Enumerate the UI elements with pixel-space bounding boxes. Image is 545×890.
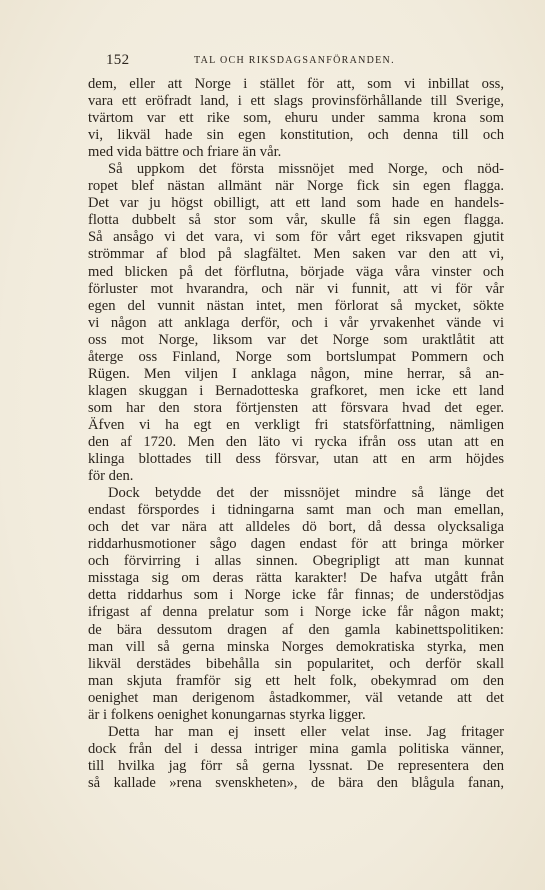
text-line: Detta har man ej insett eller velat inse. Jag fritager [108, 723, 504, 740]
text-line: endast förspordes i tidningarna samt man och man emellan, [88, 502, 504, 519]
text-line: vi någon att anklaga derför, och i vår yrvakenhet vände vi [88, 314, 504, 331]
text-line: förluster mot hvarandra, och när vi funnit, att vi för vår [88, 280, 504, 297]
text-line: man skjuta framför sig ett helt folk, obekymrad om den [88, 672, 504, 689]
page-header [106, 52, 504, 72]
text-line: Dock betydde det der missnöjet mindre så länge det [108, 485, 504, 502]
page-number: 152 [106, 52, 130, 68]
body-text [88, 76, 504, 792]
text-line: de bära dessutom dragen af den gamla kabinettspolitiken: [88, 621, 504, 638]
text-line: ifrigast af denna prelatur som i Norge icke får någon makt; [88, 604, 504, 621]
text-line: med blicken på det förflutna, började väga våra vinster och [88, 263, 504, 280]
text-line: vi, likväl hade sin egen konstitution, och denna till och [88, 127, 504, 144]
text-line: Äfven vi ha egt en verkligt fri statsförfattning, nämligen [88, 416, 504, 433]
text-line: tvärtom var ett rike som, ehuru under samma krona som [88, 110, 504, 127]
text-line: klagen skuggan i Bernadotteska grafkoret, men icke ett land [88, 382, 504, 399]
text-line: strömmar af blod på slagfältet. Men saken var den att vi, [88, 246, 504, 263]
text-line: oss mot Norge, liksom var det Norge som uraktlåtit att [88, 331, 504, 348]
text-line: och förvirring i allas sinnen. Obegripligt att man kunnat [88, 553, 504, 570]
text-line: Så uppkom det första missnöjet med Norge, och nöd- [108, 161, 504, 178]
text-line: återge oss Finland, Norge som bortslumpat Pommern och [88, 348, 504, 365]
text-line: dem, eller att Norge i stället för att, som vi inbillat oss, [88, 76, 504, 92]
text-line: Så ansågo vi det vara, vi som för vårt eget riksvapen gjutit [88, 229, 504, 246]
text-line: så kallade »rena svenskheten», de bära den blågula fanan, [88, 774, 504, 791]
text-line: riddarhusmotioner sågo dagen endast för att bringa mörker [88, 536, 504, 553]
text-line: man vill så gerna minska Norges demokratiska styrka, men [88, 638, 504, 655]
text-line: likväl derstädes bibehålla sin popularitet, och derför skall [88, 655, 504, 672]
text-line: flotta dubbelt så stor som vår, skulle få sin egen flagga. [88, 212, 504, 229]
text-line: ropet blef nästan allmänt när Norge fick sin egen flagga. [88, 178, 504, 195]
text-line: vara ett eröfradt land, i ett slags provinsförhållande till Sverige, [88, 93, 504, 110]
text-line: för den. [88, 468, 134, 485]
text-line: den af 1720. Men den läto vi rycka ifrån oss utan att en [88, 433, 504, 450]
text-line: till hvilka jag förr så gerna lyssnat. De representera den [88, 757, 504, 774]
text-line: oenighet man derigenom åstadkommer, väl vetande att det [88, 689, 504, 706]
text-line: egen del vunnit nästan intet, men förlorat så mycket, sökte [88, 297, 504, 314]
text-line: dock från del i dessa intriger mina gamla politiska vänner, [88, 740, 504, 757]
running-head: TAL OCH RIKSDAGSANFÖRANDEN. [194, 55, 395, 66]
text-line: med vida bättre och friare än vår. [88, 144, 282, 161]
text-line: är i folkens oenighet konungarnas styrka ligger. [88, 706, 366, 723]
text-line: detta riddarhus som i Norge icke får finnas; de understödjas [88, 587, 504, 604]
text-line: Det var ju högst obilligt, att ett land som hade en handels- [88, 195, 504, 212]
text-line: misstaga sig om deras rätta karakter! De hafva utgått från [88, 570, 504, 587]
text-line: klinga blottades till dess försvar, utan att en arm höjdes [88, 451, 504, 468]
text-line: Rügen. Men viljen I anklaga någon, mine herrar, så an- [88, 365, 504, 382]
text-line: och det var nära att alldeles dö bort, då dessa olycksaliga [88, 519, 504, 536]
text-line: som har den stora förtjensten att försvara hvad det eger. [88, 399, 504, 416]
